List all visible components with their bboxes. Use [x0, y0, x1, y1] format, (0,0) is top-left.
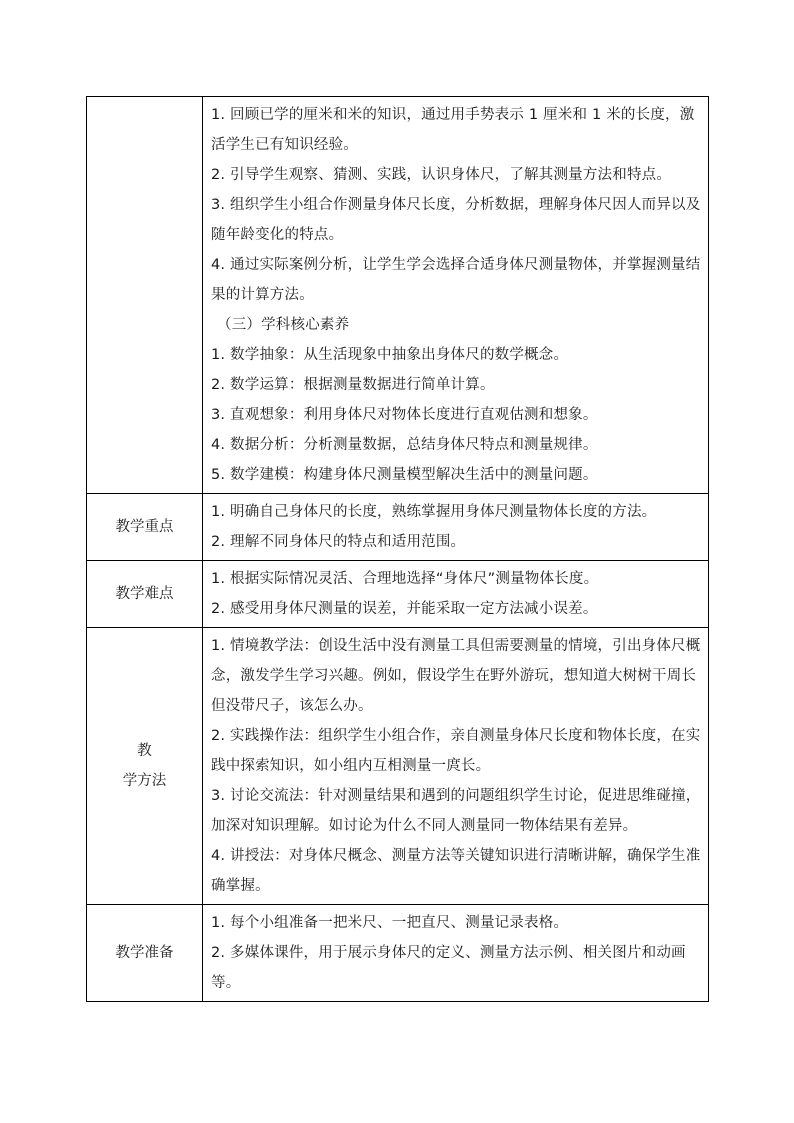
row-label-preparation: 教学准备: [87, 905, 203, 1002]
key-points-content: [203, 494, 709, 561]
row-label-difficulties: 教学难点: [87, 561, 203, 628]
objective-line: 1. 回顾已学的厘米和米的知识，通过用手势表示 1 厘米和 1 米的长度，激活学生已有知识经验。: [211, 107, 695, 153]
literacy-line: 1. 数学抽象：从生活现象中抽象出身体尺的数学概念。: [211, 347, 569, 363]
preparation-line: 1. 每个小组准备一把米尺、一把直尺、测量记录表格。: [211, 915, 569, 931]
key-point-line: 2. 理解不同身体尺的特点和适用范围。: [211, 534, 466, 550]
literacy-line: 4. 数据分析：分析测量数据，总结身体尺特点和测量规律。: [211, 437, 598, 453]
methods-label-line1: 教: [137, 743, 152, 759]
difficulties-content: [203, 561, 709, 628]
objective-line: 3. 组织学生小组合作测量身体尺长度，分析数据，理解身体尺因人而异以及随年龄变化的特点。: [211, 197, 701, 243]
preparation-content: [203, 905, 709, 1002]
literacy-line: 3. 直观想象：利用身体尺对物体长度进行直观估测和想象。: [211, 407, 598, 423]
row-label-empty: [87, 97, 203, 494]
table-row-objectives: [87, 97, 709, 494]
method-line: 3. 讨论交流法：针对测量结果和遇到的问题组织学生讨论，促进思维碰撞，加深对知识理解。如讨论为什么不同人测量同一物体结果有差异。: [211, 788, 701, 834]
objective-line: 4. 通过实际案例分析，让学生学会选择合适身体尺测量物体，并掌握测量结果的计算方法。: [211, 257, 701, 303]
lesson-plan-table: [86, 96, 709, 1002]
objectives-content: [203, 97, 709, 494]
difficulty-line: 1. 根据实际情况灵活、合理地选择“身体尺”测量物体长度。: [211, 571, 599, 587]
methods-content: [203, 628, 709, 905]
literacy-line: 2. 数学运算：根据测量数据进行简单计算。: [211, 377, 495, 393]
table-row-difficulties: [87, 561, 709, 628]
table-row-preparation: [87, 905, 709, 1002]
method-line: 2. 实践操作法：组织学生小组合作，亲自测量身体尺长度和物体长度，在实践中探索知识，如小组内互相测量一庹长。: [211, 728, 701, 774]
methods-label-line2: 学方法: [122, 773, 167, 789]
preparation-line: 2. 多媒体课件，用于展示身体尺的定义、测量方法示例、相关图片和动画等。: [211, 945, 686, 991]
section-subheading: （三）学科核心素养: [217, 317, 350, 333]
row-label-key-points: 教学重点: [87, 494, 203, 561]
literacy-line: 5. 数学建模：构建身体尺测量模型解决生活中的测量问题。: [211, 467, 598, 483]
table-row-methods: [87, 628, 709, 905]
key-point-line: 1. 明确自己身体尺的长度，熟练掌握用身体尺测量物体长度的方法。: [211, 504, 657, 520]
difficulty-line: 2. 感受用身体尺测量的误差，并能采取一定方法减小误差。: [211, 601, 598, 617]
method-line: 1. 情境教学法：创设生活中没有测量工具但需要测量的情境，引出身体尺概念，激发学生学习兴趣。例如，假设学生在野外游玩，想知道大树树干周长但没带尺子，该怎么办。: [211, 638, 701, 714]
objective-line: 2. 引导学生观察、猜测、实践，认识身体尺，了解其测量方法和特点。: [211, 167, 672, 183]
row-label-methods: [87, 628, 203, 905]
table-row-key-points: [87, 494, 709, 561]
method-line: 4. 讲授法：对身体尺概念、测量方法等关键知识进行清晰讲解，确保学生准确掌握。: [211, 848, 701, 894]
